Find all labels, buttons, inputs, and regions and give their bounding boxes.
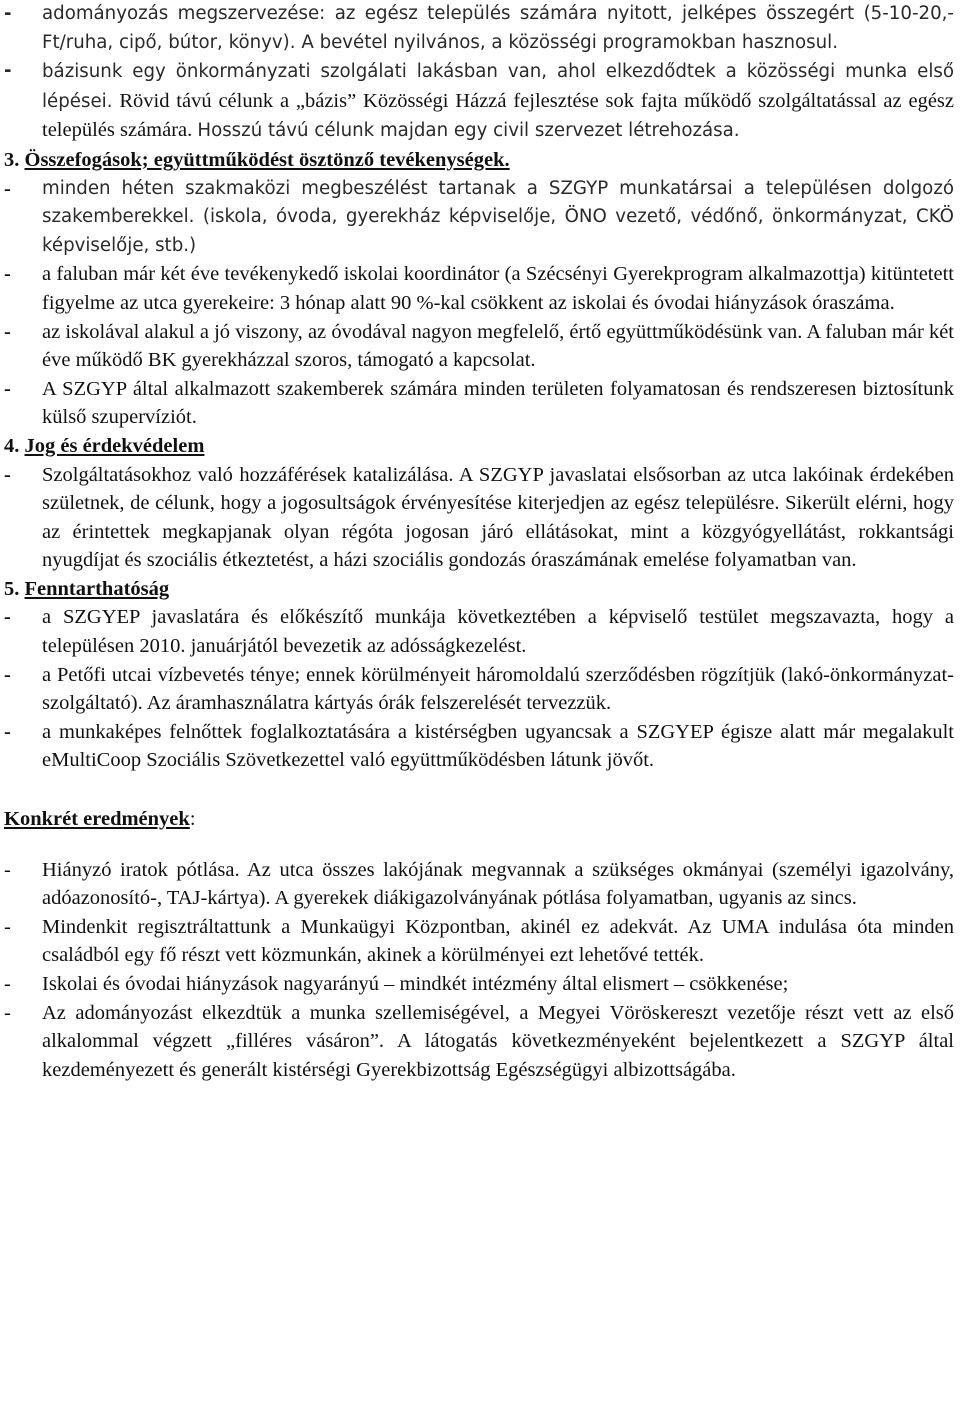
section-title: Összefogások; együttműködést ösztönző tevékenységek.: [24, 148, 510, 171]
list-item: [4, 375, 954, 432]
list-dash: -: [4, 3, 12, 24]
list-item-text: a munkaképes felnőttek foglalkoztatására a kistérségben ugyancsak a SZGYEP égisze alatt már megalakult eMultiCoop Szociális Szövetkezettel való együttműködésben látunk jövőt.: [42, 720, 954, 772]
list-item-text: Mindenkit regisztráltattunk a Munkaügyi Központban, akinél ez adekvát. Az UMA indulása óta minden családból egy fő részt vett közmunkán, akinek a körülményei ezt lehetővé tették.: [42, 915, 954, 967]
list-item-text: a faluban már két éve tevékenykedő iskolai koordinátor (a Szécsényi Gyerekprogram alkalmazottja) kitüntetett figyelme az utca gyerekeire: 3 hónap alatt 90 %-kal csökkent az iskolai és óvodai hiányzások óraszáma.: [42, 263, 954, 314]
section-title: Fenntarthatóság: [24, 577, 170, 600]
results-title: Konkrét eredmények: [4, 808, 190, 831]
list-item: [4, 175, 954, 261]
section-number: 4.: [4, 434, 20, 457]
list-dash: -: [4, 973, 11, 995]
list-item: [4, 318, 954, 375]
list-dash: -: [4, 377, 11, 400]
list-item-text: minden héten szakmaközi megbeszélést tartanak a SZGYP munkatársai a településen dolgozó szakemberekkel.: [42, 177, 954, 228]
list-dash: -: [4, 720, 11, 743]
list-item-text: Rövid távú célunk a „bázis” Közösségi Házzá fejlesztése sok fajta működő szolgáltatással az egész település számára.: [42, 89, 954, 142]
section-heading: [4, 432, 954, 461]
list-dash: -: [4, 463, 11, 486]
list-item-text: Hiányzó iratok pótlása. Az utca összes lakójának megvannak a szükséges okmányai (személyi igazolvány, adóazonosító-, TAJ-kártya). A gyerekek diákigazolványának pótlása folyamatban, ugyanis az sincs.: [42, 858, 954, 910]
list-dash: -: [4, 263, 11, 286]
list-item: [4, 57, 954, 146]
list-dash: -: [4, 60, 12, 82]
list-item-text: adományozás megszervezése: az egész település számára nyitott, jelképes összegért (5-10-20,-Ft/ruha, cipő, bútor, könyv). A bevétel nyilvános, a közösségi programokban hasznosul.: [42, 3, 954, 53]
results-colon: :: [189, 808, 196, 831]
list-item-text: (iskola, óvoda, gyerekház képviselője, ÖNO vezető, védőnő, önkormányzat, CKÖ képviselője, stb.): [42, 206, 954, 256]
list-item-text: Hosszú távú célunk majdan egy civil szervezet létrehozása.: [197, 120, 740, 142]
list-item-text: a Petőfi utcai vízbevetés ténye; ennek körülményeit háromoldalú szerződésben rögzítjük (lakó-önkormányzat-szolgáltató). Az áramhasználatra kártyás órák felszerelését tervezzük.: [42, 663, 954, 715]
list-dash: -: [4, 177, 11, 200]
list-item-text: bázisunk egy önkormányzati szolgálati lakásban van, ahol elkezdődtek a közösségi munka első lépései.: [42, 61, 954, 112]
list-dash: -: [4, 1001, 11, 1024]
section-number: 5.: [4, 577, 20, 600]
list-dash: -: [4, 663, 11, 686]
section-title: Jog és érdekvédelem: [24, 434, 205, 457]
list-item: [4, 461, 954, 575]
list-item: [4, 260, 954, 317]
list-item-text: Iskolai és óvodai hiányzások nagyarányú – mindkét intézmény által elismert – csökkenése;: [42, 973, 789, 995]
section-heading: [4, 146, 954, 175]
list-item-text: Szolgáltatásokhoz való hozzáférések katalizálása. A SZGYP javaslatai elsősorban az utca lakóinak érdekében születnek, de célunk, hogy a jogosultságok érvényesítése kiterjedjen az egész településre. Sikerült elérni, hogy az érintettek megkapjanak olyan régóta jogosan járó ellátásokat, mint a közgyógyellátást, rokkantsági nyugdíjat és szociális étkeztetést, a házi szociális gondozás óraszámának emelése folyamatban van.: [42, 463, 954, 572]
section-heading: [4, 575, 954, 604]
list-item: [4, 0, 954, 57]
list-item-text: Az adományozást elkezdtük a munka szellemiségével, a Megyei Vöröskereszt vezetője részt vett az első alkalommal végzett „filléres vásáron”. A látogatás következményeként bejelentkezett a SZGYP által kezdeményezett és generált kistérségi Gyerekbizottság Egészségügyi albizottságába.: [42, 1001, 954, 1081]
list-item-text: az iskolával alakul a jó viszony, az óvodával nagyon megfelelő, értő együttműködésünk van. A faluban már két éve működő BK gyerekházzal szoros, támogató a kapcsolat.: [42, 320, 954, 372]
list-item-text: A SZGYP által alkalmazott szakemberek számára minden területen folyamatosan és rendszeresen biztosítunk külső szupervíziót.: [42, 377, 954, 429]
list-item: [4, 603, 954, 660]
list-item: [4, 999, 954, 1085]
list-dash: -: [4, 915, 11, 938]
list-item: [4, 970, 954, 999]
list-item-text: a SZGYEP javaslatára és előkészítő munkája következtében a képviselő testület megszavazta, hogy a településen 2010. januárjától bevezetik az adósságkezelést.: [42, 606, 954, 658]
list-item: [4, 913, 954, 970]
list-item: [4, 718, 954, 775]
list-dash: -: [4, 320, 11, 343]
section-number: 3.: [4, 148, 20, 171]
list-item: [4, 661, 954, 718]
list-item: [4, 856, 954, 913]
results-heading: [4, 805, 954, 834]
list-dash: -: [4, 858, 11, 881]
list-dash: -: [4, 606, 11, 629]
